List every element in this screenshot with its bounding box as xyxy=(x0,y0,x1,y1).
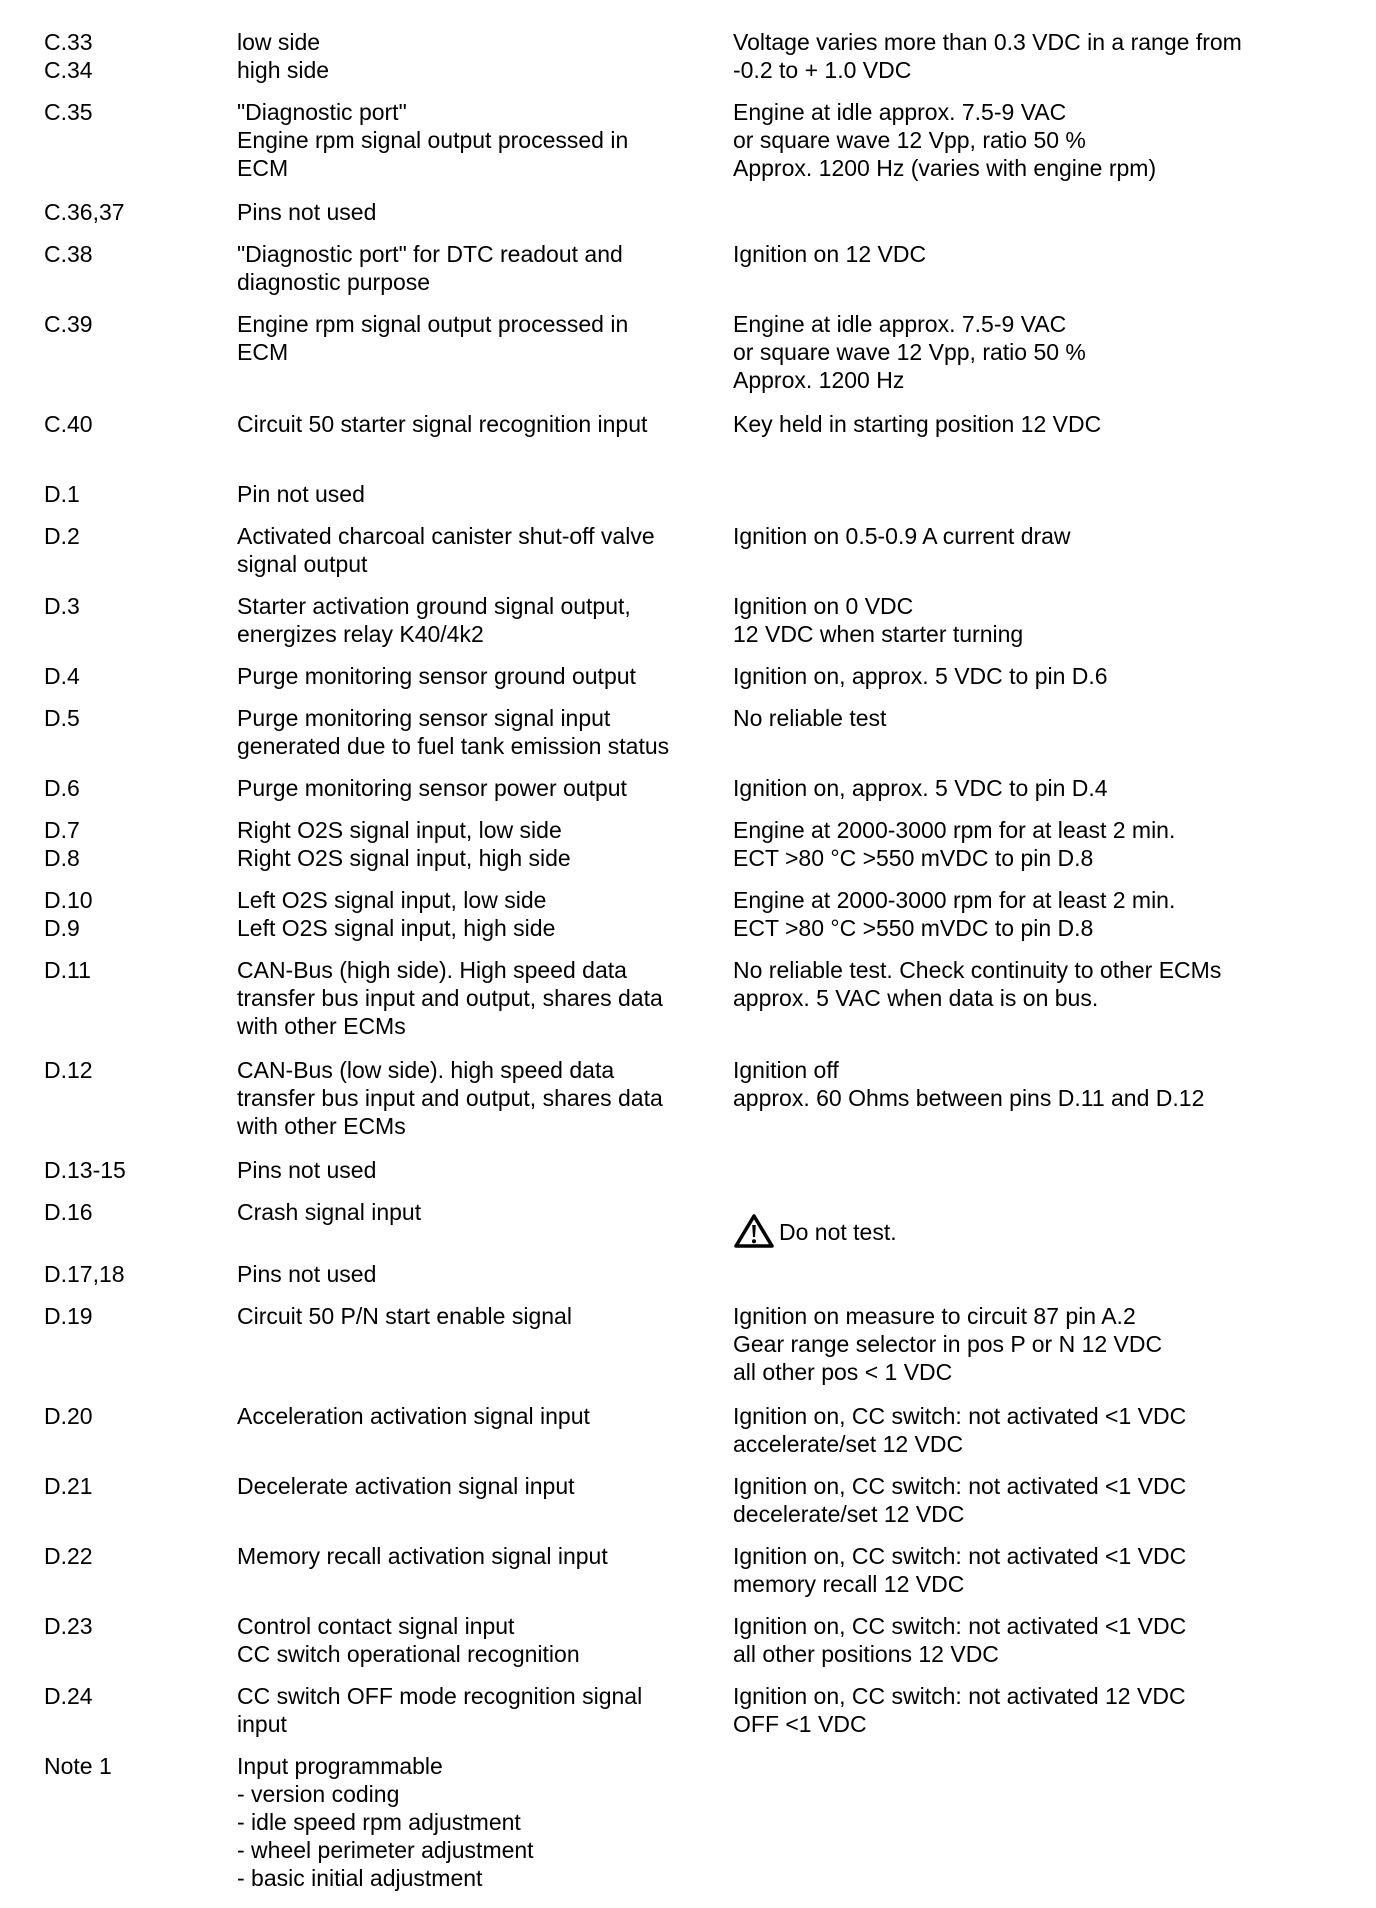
pin-description-line: transfer bus input and output, shares data xyxy=(237,1085,663,1111)
pin-description xyxy=(237,1472,717,1500)
pin-number xyxy=(44,1198,224,1226)
pin-number-line: C.38 xyxy=(44,241,93,267)
pin-number-line: D.22 xyxy=(44,1543,93,1569)
pin-description-line: ECM xyxy=(237,155,289,181)
pin-number-line: D.19 xyxy=(44,1303,93,1329)
test-value xyxy=(733,662,1353,690)
pin-number-line: D.3 xyxy=(44,593,80,619)
test-value xyxy=(733,1542,1353,1598)
pin-description-line: Crash signal input xyxy=(237,1199,422,1225)
pin-description-line: with other ECMs xyxy=(237,1013,406,1039)
test-value-line: Engine at 2000-3000 rpm for at least 2 min. xyxy=(733,887,1176,913)
test-value xyxy=(733,1402,1353,1458)
pin-number-line: D.20 xyxy=(44,1403,93,1429)
pin-number xyxy=(44,956,224,984)
pin-description-line: low side xyxy=(237,29,321,55)
pin-description xyxy=(237,1612,717,1668)
test-value-line: Ignition on measure to circuit 87 pin A.2 xyxy=(733,1303,1136,1329)
test-value xyxy=(733,886,1353,942)
pin-number xyxy=(44,1156,224,1184)
test-value-line: Ignition on, approx. 5 VDC to pin D.6 xyxy=(733,663,1108,689)
pin-number-line: D.10 xyxy=(44,887,93,913)
test-value xyxy=(733,310,1353,394)
pin-description-line: ECM xyxy=(237,339,289,365)
pin-number xyxy=(44,1056,224,1084)
pin-description xyxy=(237,522,717,578)
test-value xyxy=(733,410,1353,438)
pin-number xyxy=(44,28,224,84)
test-value-line: Ignition on 0.5-0.9 A current draw xyxy=(733,523,1071,549)
pin-description xyxy=(237,704,717,760)
warning-note xyxy=(733,1216,1353,1252)
pin-description-line: Pins not used xyxy=(237,1261,377,1287)
test-value xyxy=(733,816,1353,872)
test-value xyxy=(733,1302,1353,1386)
pin-number-line: D.12 xyxy=(44,1057,93,1083)
test-value xyxy=(733,98,1353,182)
pin-description xyxy=(237,662,717,690)
test-value-line: 12 VDC when starter turning xyxy=(733,621,1024,647)
pin-number-line: Note 1 xyxy=(44,1753,112,1779)
pin-description-line: "Diagnostic port" xyxy=(237,99,407,125)
pin-description-line: Pins not used xyxy=(237,1157,377,1183)
test-value-line: Ignition on, CC switch: not activated 12 VDC xyxy=(733,1683,1186,1709)
test-value-line: all other positions 12 VDC xyxy=(733,1641,999,1667)
pin-description xyxy=(237,774,717,802)
test-value xyxy=(733,592,1353,648)
pin-number xyxy=(44,98,224,126)
test-value xyxy=(733,28,1353,84)
pin-description-line: diagnostic purpose xyxy=(237,269,431,295)
pin-number xyxy=(44,816,224,872)
pin-description-line: energizes relay K40/4k2 xyxy=(237,621,484,647)
pin-description xyxy=(237,1402,717,1430)
pin-description xyxy=(237,1260,717,1288)
pin-description-line: Pin not used xyxy=(237,481,365,507)
test-value-line: Ignition on, CC switch: not activated <1 VDC xyxy=(733,1473,1187,1499)
test-value-line: Ignition on, CC switch: not activated <1 VDC xyxy=(733,1543,1187,1569)
test-value-line: -0.2 to + 1.0 VDC xyxy=(733,57,912,83)
test-value-line: accelerate/set 12 VDC xyxy=(733,1431,964,1457)
test-value xyxy=(733,1682,1353,1738)
pin-number xyxy=(44,886,224,942)
pin-number-line: C.39 xyxy=(44,311,93,337)
pin-number-line: C.36,37 xyxy=(44,199,125,225)
pin-description-line: Engine rpm signal output processed in xyxy=(237,127,629,153)
pin-description-line: - idle speed rpm adjustment xyxy=(237,1809,521,1835)
test-value-line: Ignition on 0 VDC xyxy=(733,593,914,619)
pin-description-line: Right O2S signal input, low side xyxy=(237,817,562,843)
pin-description-line: high side xyxy=(237,57,330,83)
pin-number xyxy=(44,410,224,438)
pin-number xyxy=(44,1302,224,1330)
test-value-line: decelerate/set 12 VDC xyxy=(733,1501,965,1527)
pin-description xyxy=(237,816,717,872)
pin-description-line: Left O2S signal input, high side xyxy=(237,915,556,941)
test-value-line: Voltage varies more than 0.3 VDC in a range from xyxy=(733,29,1242,55)
pin-description-line: - version coding xyxy=(237,1781,400,1807)
pin-number-line: D.16 xyxy=(44,1199,93,1225)
test-value-line: approx. 5 VAC when data is on bus. xyxy=(733,985,1099,1011)
pin-number-line: C.35 xyxy=(44,99,93,125)
pin-description-line: Purge monitoring sensor signal input xyxy=(237,705,611,731)
pin-description xyxy=(237,1542,717,1570)
test-value-line: Engine at idle approx. 7.5-9 VAC xyxy=(733,311,1067,337)
warning-triangle-icon xyxy=(733,1213,775,1249)
pin-description-line: Engine rpm signal output processed in xyxy=(237,311,629,337)
test-value xyxy=(733,956,1353,1012)
pin-number xyxy=(44,1260,224,1288)
pin-number xyxy=(44,662,224,690)
test-value-line: Do not test. xyxy=(779,1219,897,1246)
test-value-line: No reliable test xyxy=(733,705,887,731)
pin-number-line: D.5 xyxy=(44,705,80,731)
test-value xyxy=(733,1216,1353,1252)
pin-description-line: CAN-Bus (low side). high speed data xyxy=(237,1057,615,1083)
pin-description xyxy=(237,592,717,648)
pin-number-line: D.7 xyxy=(44,817,80,843)
pin-number xyxy=(44,592,224,620)
pin-description-line: generated due to fuel tank emission status xyxy=(237,733,670,759)
test-value-line: Ignition on 12 VDC xyxy=(733,241,927,267)
pin-number xyxy=(44,1612,224,1640)
pin-description-line: CAN-Bus (high side). High speed data xyxy=(237,957,627,983)
pin-description-line: input xyxy=(237,1711,287,1737)
pin-number-line: D.9 xyxy=(44,915,80,941)
test-value-line: ECT >80 °C >550 mVDC to pin D.8 xyxy=(733,845,1094,871)
pin-number xyxy=(44,1682,224,1710)
pin-number-line: D.24 xyxy=(44,1683,93,1709)
pin-description-line: Right O2S signal input, high side xyxy=(237,845,571,871)
pin-description-line: Starter activation ground signal output, xyxy=(237,593,631,619)
test-value xyxy=(733,774,1353,802)
pin-number-line: D.4 xyxy=(44,663,80,689)
test-value xyxy=(733,240,1353,268)
test-value-line: Approx. 1200 Hz (varies with engine rpm) xyxy=(733,155,1157,181)
pin-number xyxy=(44,480,224,508)
pin-description xyxy=(237,1056,717,1140)
test-value-line: No reliable test. Check continuity to other ECMs xyxy=(733,957,1222,983)
test-value-line: approx. 60 Ohms between pins D.11 and D.12 xyxy=(733,1085,1205,1111)
pin-description-line: Decelerate activation signal input xyxy=(237,1473,575,1499)
pin-number-line: C.33 xyxy=(44,29,93,55)
pin-number xyxy=(44,774,224,802)
pin-number-line: D.13-15 xyxy=(44,1157,126,1183)
pin-description xyxy=(237,886,717,942)
test-value-line: ECT >80 °C >550 mVDC to pin D.8 xyxy=(733,915,1094,941)
test-value-line: OFF <1 VDC xyxy=(733,1711,867,1737)
pin-description-line: Memory recall activation signal input xyxy=(237,1543,608,1569)
pin-description xyxy=(237,1752,717,1892)
test-value-line: Gear range selector in pos P or N 12 VDC xyxy=(733,1331,1163,1357)
test-value-line: Ignition off xyxy=(733,1057,839,1083)
pin-description xyxy=(237,1682,717,1738)
pin-number-line: C.34 xyxy=(44,57,93,83)
pin-description-line: - basic initial adjustment xyxy=(237,1865,483,1891)
pin-description xyxy=(237,410,717,438)
pin-number xyxy=(44,198,224,226)
pin-description xyxy=(237,98,717,182)
test-value-line: or square wave 12 Vpp, ratio 50 % xyxy=(733,339,1086,365)
pin-number xyxy=(44,1472,224,1500)
test-value-line: Approx. 1200 Hz xyxy=(733,367,905,393)
test-value xyxy=(733,1472,1353,1528)
pin-description-line: - wheel perimeter adjustment xyxy=(237,1837,534,1863)
pin-description xyxy=(237,198,717,226)
pin-description xyxy=(237,1156,717,1184)
test-value-line: Key held in starting position 12 VDC xyxy=(733,411,1102,437)
test-value xyxy=(733,1612,1353,1668)
pin-description-line: Purge monitoring sensor ground output xyxy=(237,663,636,689)
pin-description-line: with other ECMs xyxy=(237,1113,406,1139)
test-value-line: all other pos < 1 VDC xyxy=(733,1359,953,1385)
pin-number xyxy=(44,1752,224,1780)
pin-number-line: D.6 xyxy=(44,775,80,801)
test-value-line: Ignition on, CC switch: not activated <1 VDC xyxy=(733,1403,1187,1429)
pin-description-line: CC switch operational recognition xyxy=(237,1641,580,1667)
pin-description-line: "Diagnostic port" for DTC readout and xyxy=(237,241,623,267)
test-value xyxy=(733,704,1353,732)
pin-description-line: transfer bus input and output, shares data xyxy=(237,985,663,1011)
pin-number xyxy=(44,1542,224,1570)
pin-description-line: Circuit 50 starter signal recognition input xyxy=(237,411,648,437)
pin-description-line: Input programmable xyxy=(237,1753,443,1779)
test-value xyxy=(733,1056,1353,1112)
pin-description-line: Activated charcoal canister shut-off valve xyxy=(237,523,655,549)
pin-description xyxy=(237,240,717,296)
test-value-line: memory recall 12 VDC xyxy=(733,1571,965,1597)
pin-description-line: Control contact signal input xyxy=(237,1613,515,1639)
pin-number-line: D.17,18 xyxy=(44,1261,125,1287)
test-value xyxy=(733,522,1353,550)
pin-description xyxy=(237,956,717,1040)
pin-description-line: CC switch OFF mode recognition signal xyxy=(237,1683,643,1709)
pin-number-line: D.21 xyxy=(44,1473,93,1499)
pin-description-line: signal output xyxy=(237,551,368,577)
pin-number-line: C.40 xyxy=(44,411,93,437)
test-value-line: or square wave 12 Vpp, ratio 50 % xyxy=(733,127,1086,153)
pin-description-line: Pins not used xyxy=(237,199,377,225)
pin-description-line: Acceleration activation signal input xyxy=(237,1403,590,1429)
pin-number-line: D.11 xyxy=(44,957,91,983)
pin-number-line: D.8 xyxy=(44,845,80,871)
pin-description xyxy=(237,310,717,366)
pin-number xyxy=(44,522,224,550)
pin-number xyxy=(44,240,224,268)
pin-description xyxy=(237,1302,717,1330)
pin-number xyxy=(44,704,224,732)
pin-description-line: Circuit 50 P/N start enable signal xyxy=(237,1303,572,1329)
pin-number-line: D.2 xyxy=(44,523,80,549)
pin-number-line: D.23 xyxy=(44,1613,93,1639)
pin-description xyxy=(237,1198,717,1226)
pin-number xyxy=(44,1402,224,1430)
test-value-line: Engine at idle approx. 7.5-9 VAC xyxy=(733,99,1067,125)
pin-description xyxy=(237,28,717,84)
pin-number xyxy=(44,310,224,338)
test-value-line: Ignition on, CC switch: not activated <1 VDC xyxy=(733,1613,1187,1639)
pin-description-line: Left O2S signal input, low side xyxy=(237,887,547,913)
pin-description-line: Purge monitoring sensor power output xyxy=(237,775,627,801)
test-value-line: Engine at 2000-3000 rpm for at least 2 min. xyxy=(733,817,1176,843)
pin-description xyxy=(237,480,717,508)
test-value-line: Ignition on, approx. 5 VDC to pin D.4 xyxy=(733,775,1108,801)
pin-number-line: D.1 xyxy=(44,481,80,507)
